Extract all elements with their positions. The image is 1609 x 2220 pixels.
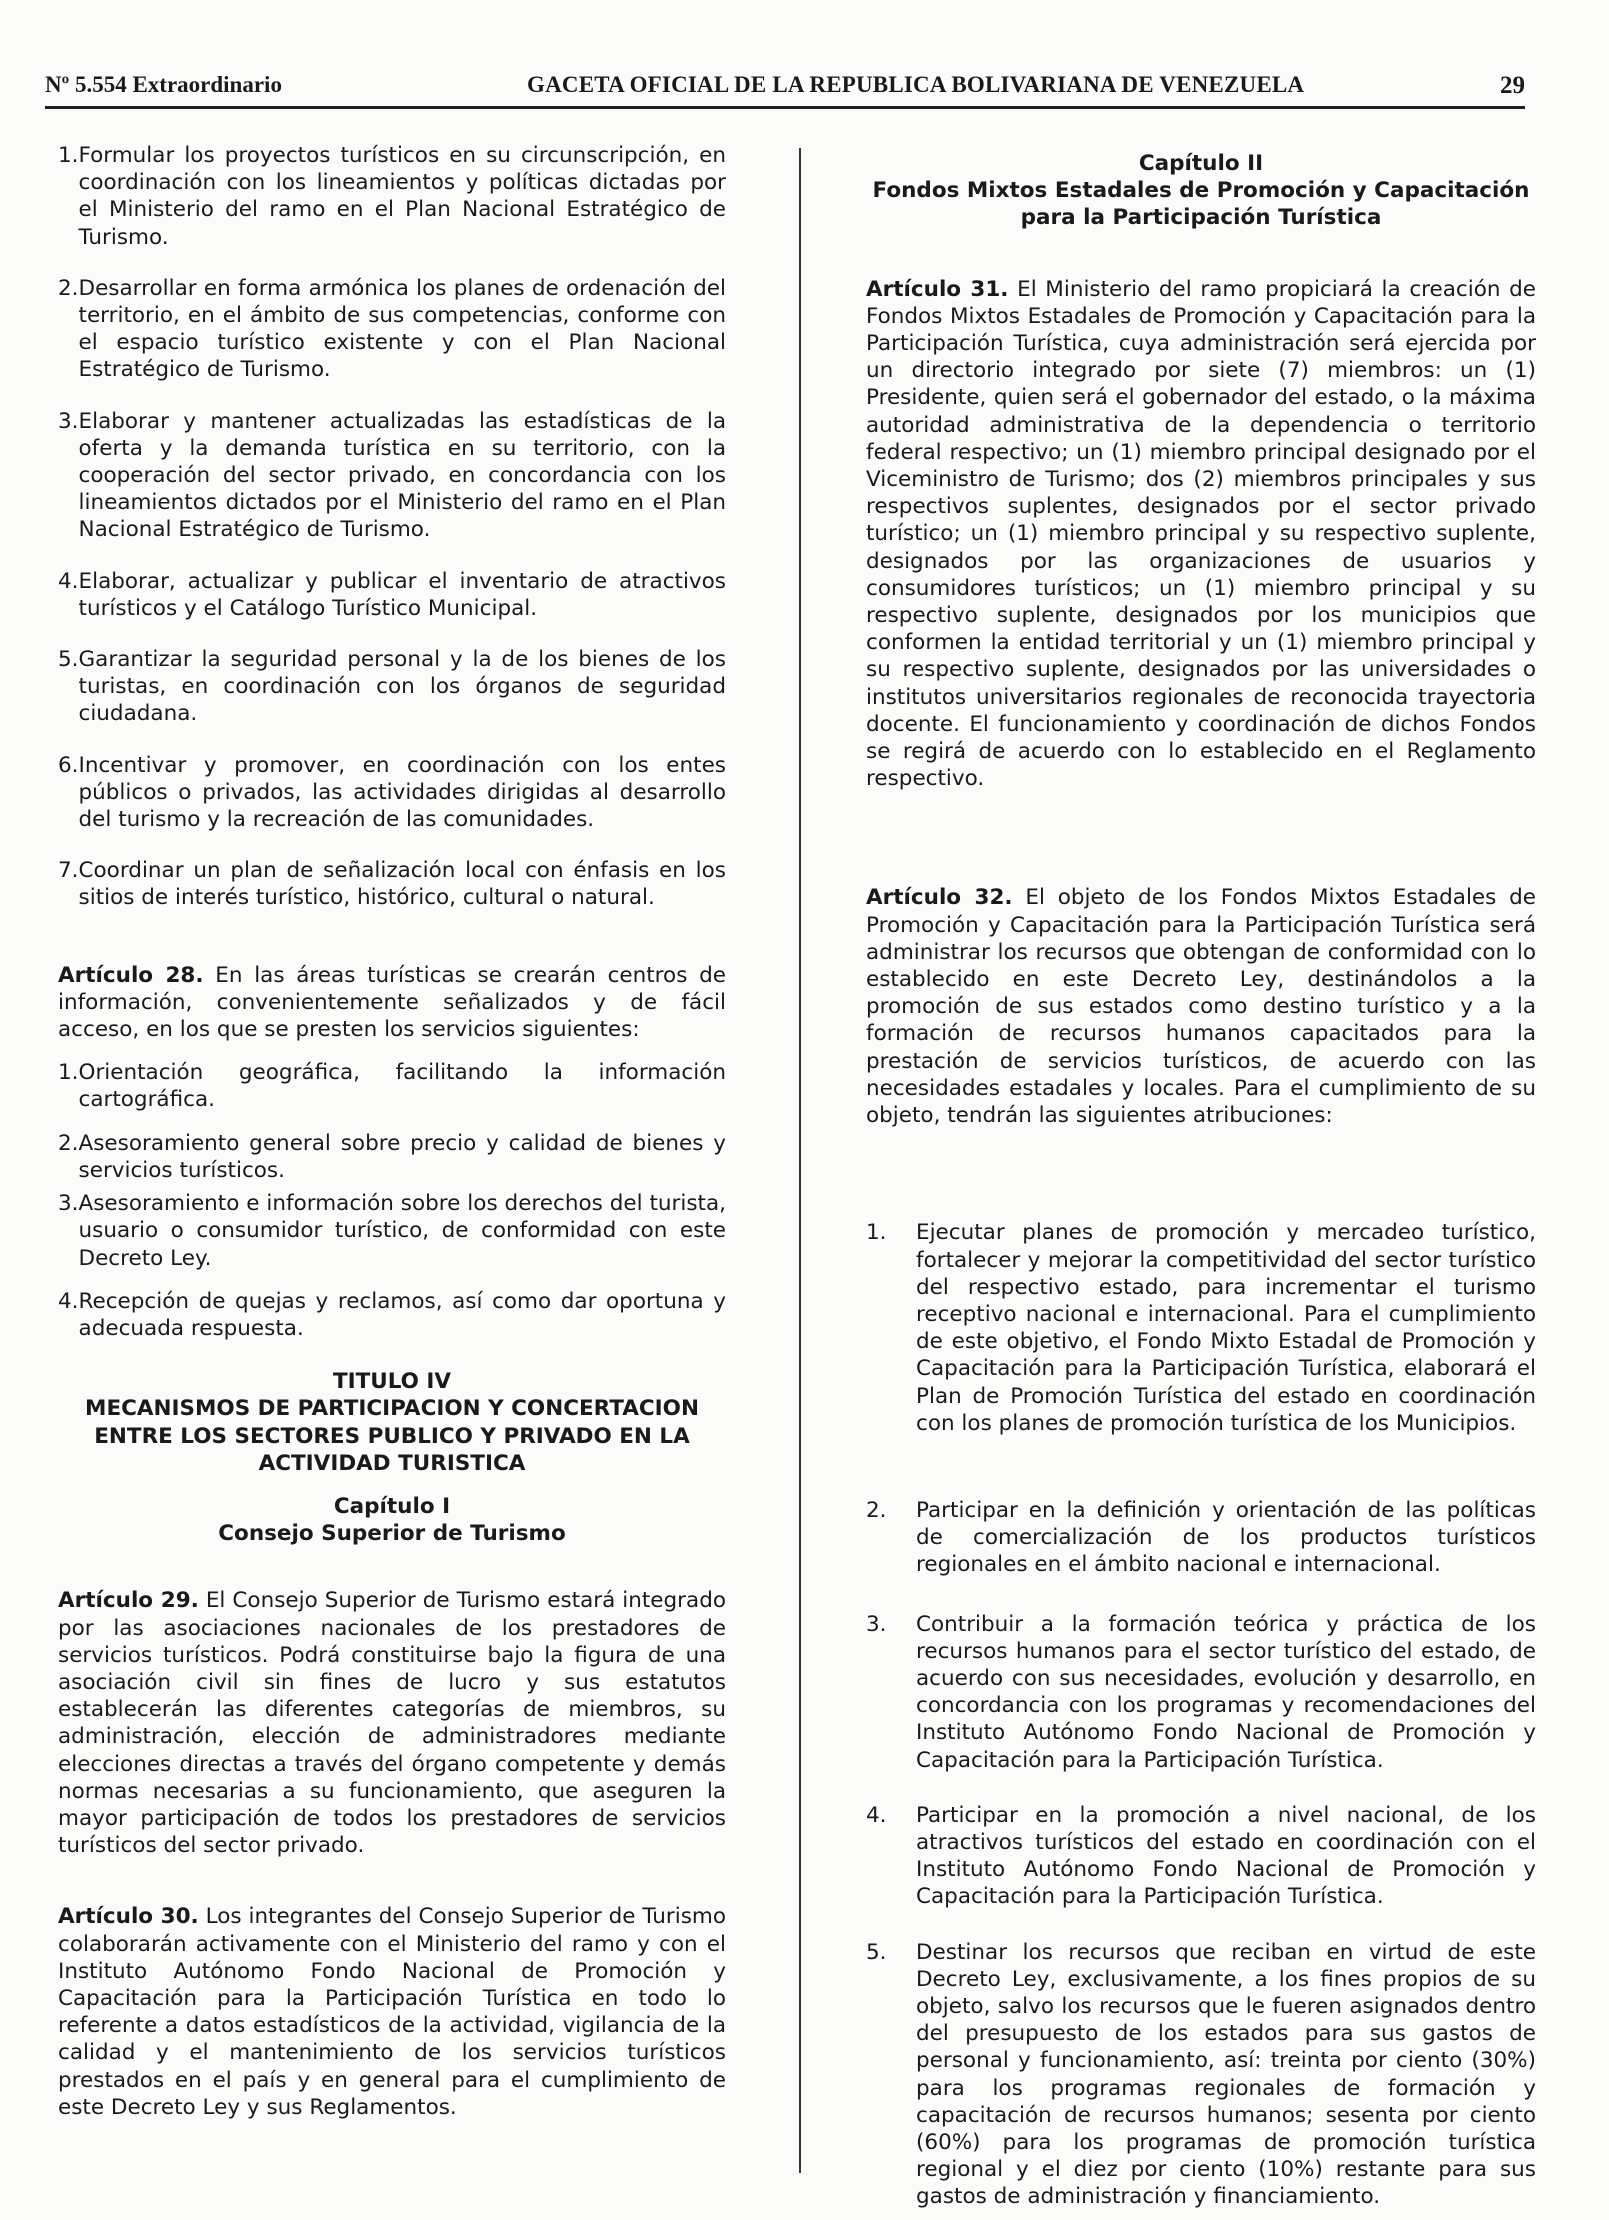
article-text: El Ministerio del ramo propiciará la creación de Fondos Mixtos Estadales de Promoción y Capacitación para la Participación Turística, cuya administración será ejercida por un directorio integrado por siete (7) miembros: un (1) Presidente, quien será el gobernador del estado, o la máxima autoridad administrativa de la dependencia o territorio federal respectivo; un (1) miembro principal designado por el Viceministro de Turismo; dos (2) miembros principales y sus respectivos suplentes, designados por el sector privado turístico; un (1) miembro principal y su respectivo suplente, designados por las organizaciones de usuarios y consumidores turísticos; un (1) miembro principal y su respectivo suplente, designados por los municipios que conformen la entidad territorial y un (1) miembro principal y su respectivo suplente, designados por las universidades o institutos universitarios regionales de reconocida trayectoria docente. El funcionamiento y coordinación de dichos Fondos se regirá de acuerdo con lo establecido en el Reglamento respectivo. [866, 276, 1536, 792]
article-label: Artículo 29. [58, 1588, 199, 1614]
article-30 [58, 1903, 726, 2121]
list-item: 5. Destinar los recursos que reciban en virtud de este Decreto Ley, exclusivamente, a los fines propios de su objeto, salvo los recursos que le fueren asignados dentro del presupuesto de los estados para sus gastos de personal y funcionamiento, así: treinta por ciento (30%) para los programas regionales de formación y capacitación de recursos humanos; sesenta por ciento (60%) para los programas de promoción turística regional y el diez por ciento (10%) restante para sus gastos de administración y financiamiento. [866, 1939, 1536, 2210]
list-item: 4. Participar en la promoción a nivel nacional, de los atractivos turísticos del estado en coordinación con el Instituto Autónomo Fondo Nacional de Promoción y Capacitación para la Participación Turística. [866, 1802, 1536, 1910]
list-item: 3. Contribuir a la formación teórica y práctica de los recursos humanos para el sector turístico del estado, de acuerdo con sus necesidades, evolución y desarrollo, en concordancia con los programas y recomendaciones del Instituto Autónomo Fondo Nacional de Promoción y Capacitación para la Participación Turística. [866, 1611, 1536, 1773]
article-31 [866, 276, 1536, 793]
article-label: Artículo 28. [58, 962, 204, 988]
right-column [866, 142, 1536, 2211]
list-item: 2. Desarrollar en forma armónica los planes de ordenación del territorio, en el ámbito de sus competencias, conforme con el espacio turístico existente y con el Plan Nacional Estratégico de Turismo. [58, 275, 726, 383]
gazette-header [45, 66, 1525, 109]
list-item: 2. Participar en la definición y orientación de las políticas de comercialización de los productos turísticos regionales en el ámbito nacional e internacional. [866, 1497, 1536, 1578]
list-item: 3. Elaborar y mantener actualizadas las estadísticas de la oferta y la demanda turística en su territorio, con la cooperación del sector privado, en concordancia con los lineamientos dictados por el Ministerio del ramo en el Plan Nacional Estratégico de Turismo. [58, 408, 726, 543]
article-label: Artículo 31. [866, 276, 1009, 302]
article-label: Artículo 30. [58, 1904, 199, 1930]
column-divider [799, 148, 801, 2173]
page-number: 29 [1500, 72, 1525, 99]
list-item: 5. Garantizar la seguridad personal y la de los bienes de los turistas, en coordinación con los órganos de seguridad ciudadana. [58, 647, 726, 727]
list-item: 1. Ejecutar planes de promoción y mercadeo turístico, fortalecer y mejorar la competitividad del sector turístico del respectivo estado, para incrementar el turismo receptivo nacional e internacional. Para el cumplimiento de este objetivo, el Fondo Mixto Estadal de Promoción y Capacitación para la Participación Turística, elaborará el Plan de Promoción Turística del estado en coordinación con los planes de promoción turística de los Municipios. [866, 1220, 1536, 1436]
article-32 [866, 884, 1536, 1129]
list-item: 3. Asesoramiento e información sobre los derechos del turista, usuario o consumidor turístico, de conformidad con este Decreto Ley. [58, 1191, 726, 1271]
list-item: 6. Incentivar y promover, en coordinación con los entes públicos o privados, las actividades dirigidas al desarrollo del turismo y la recreación de las comunidades. [58, 752, 726, 833]
chapter-heading: Capítulo II Fondos Mixtos Estadales de Promoción y Capacitación para la Participación Turística [872, 151, 1530, 231]
list-item: 1. Formular los proyectos turísticos en su circunscripción, en coordinación con los lineamientos y políticas dictadas por el Ministerio del ramo en el Plan Nacional Estratégico de Turismo. [58, 143, 726, 250]
gazette-title: GACETA OFICIAL DE LA REPUBLICA BOLIVARIANA DE VENEZUELA [527, 72, 1305, 97]
list-item: 7. Coordinar un plan de señalización local con énfasis en los sitios de interés turístico, histórico, cultural o natural. [58, 858, 726, 911]
list-item: 2. Asesoramiento general sobre precio y calidad de bienes y servicios turísticos. [58, 1130, 726, 1183]
titulo-heading: TITULO IV MECANISMOS DE PARTICIPACION Y CONCERTACION ENTRE LOS SECTORES PUBLICO Y PRIVADO EN LA ACTIVIDAD TURISTICA [85, 1369, 699, 1476]
article-text: El objeto de los Fondos Mixtos Estadales de Promoción y Capacitación para la Participación Turística será administrar los recursos que obtengan de conformidad con lo establecido en este Decreto Ley, destinándolos a la promoción de sus estados como destino turístico y a la formación de recursos humanos capacitados para la prestación de servicios turísticos, de acuerdo con las necesidades estadales y locales. Para el cumplimiento de su objeto, tendrán las siguientes atribuciones: [866, 885, 1536, 1129]
chapter-heading: Capítulo I Consejo Superior de Turismo [218, 1493, 566, 1547]
article-label: Artículo 32. [866, 885, 1013, 911]
list-item: 4. Recepción de quejas y reclamos, así como dar oportuna y adecuada respuesta. [58, 1288, 726, 1341]
left-column [58, 142, 726, 2121]
list-item: 1. Orientación geográfica, facilitando la información cartográfica. [58, 1060, 726, 1113]
issue-number: Nº 5.554 Extraordinario [45, 72, 282, 97]
article-text: El Consejo Superior de Turismo estará integrado por las asociaciones nacionales de los prestadores de servicios turísticos. Podrá constituirse bajo la figura de una asociación civil sin fines de lucro y sus estatutos establecerán las diferentes categorías de miembros, su administración, elección de administradores mediante elecciones directas a través del órgano competente y demás normas necesarias a su funcionamiento, que aseguren la mayor participación de todos los prestadores de servicios turísticos del sector privado. [58, 1588, 726, 1859]
article-28 [58, 962, 726, 1044]
list-item: 4. Elaborar, actualizar y publicar el inventario de atractivos turísticos y el Catálogo Turístico Municipal. [58, 568, 726, 621]
article-29 [58, 1587, 726, 1859]
article-text: Los integrantes del Consejo Superior de Turismo colaborarán activamente con el Ministerio del ramo y con el Instituto Autónomo Fondo Nacional de Promoción y Capacitación para la Participación Turística en todo lo referente a datos estadísticos de la actividad, vigilancia de la calidad y el mantenimiento de los servicios turísticos prestados en el país y en general para el cumplimiento de este Decreto Ley y sus Reglamentos. [58, 1904, 726, 2120]
article-text: En las áreas turísticas se crearán centros de información, convenientemente señalizados y de fácil acceso, en los que se presten los servicios siguientes: [58, 962, 726, 1043]
